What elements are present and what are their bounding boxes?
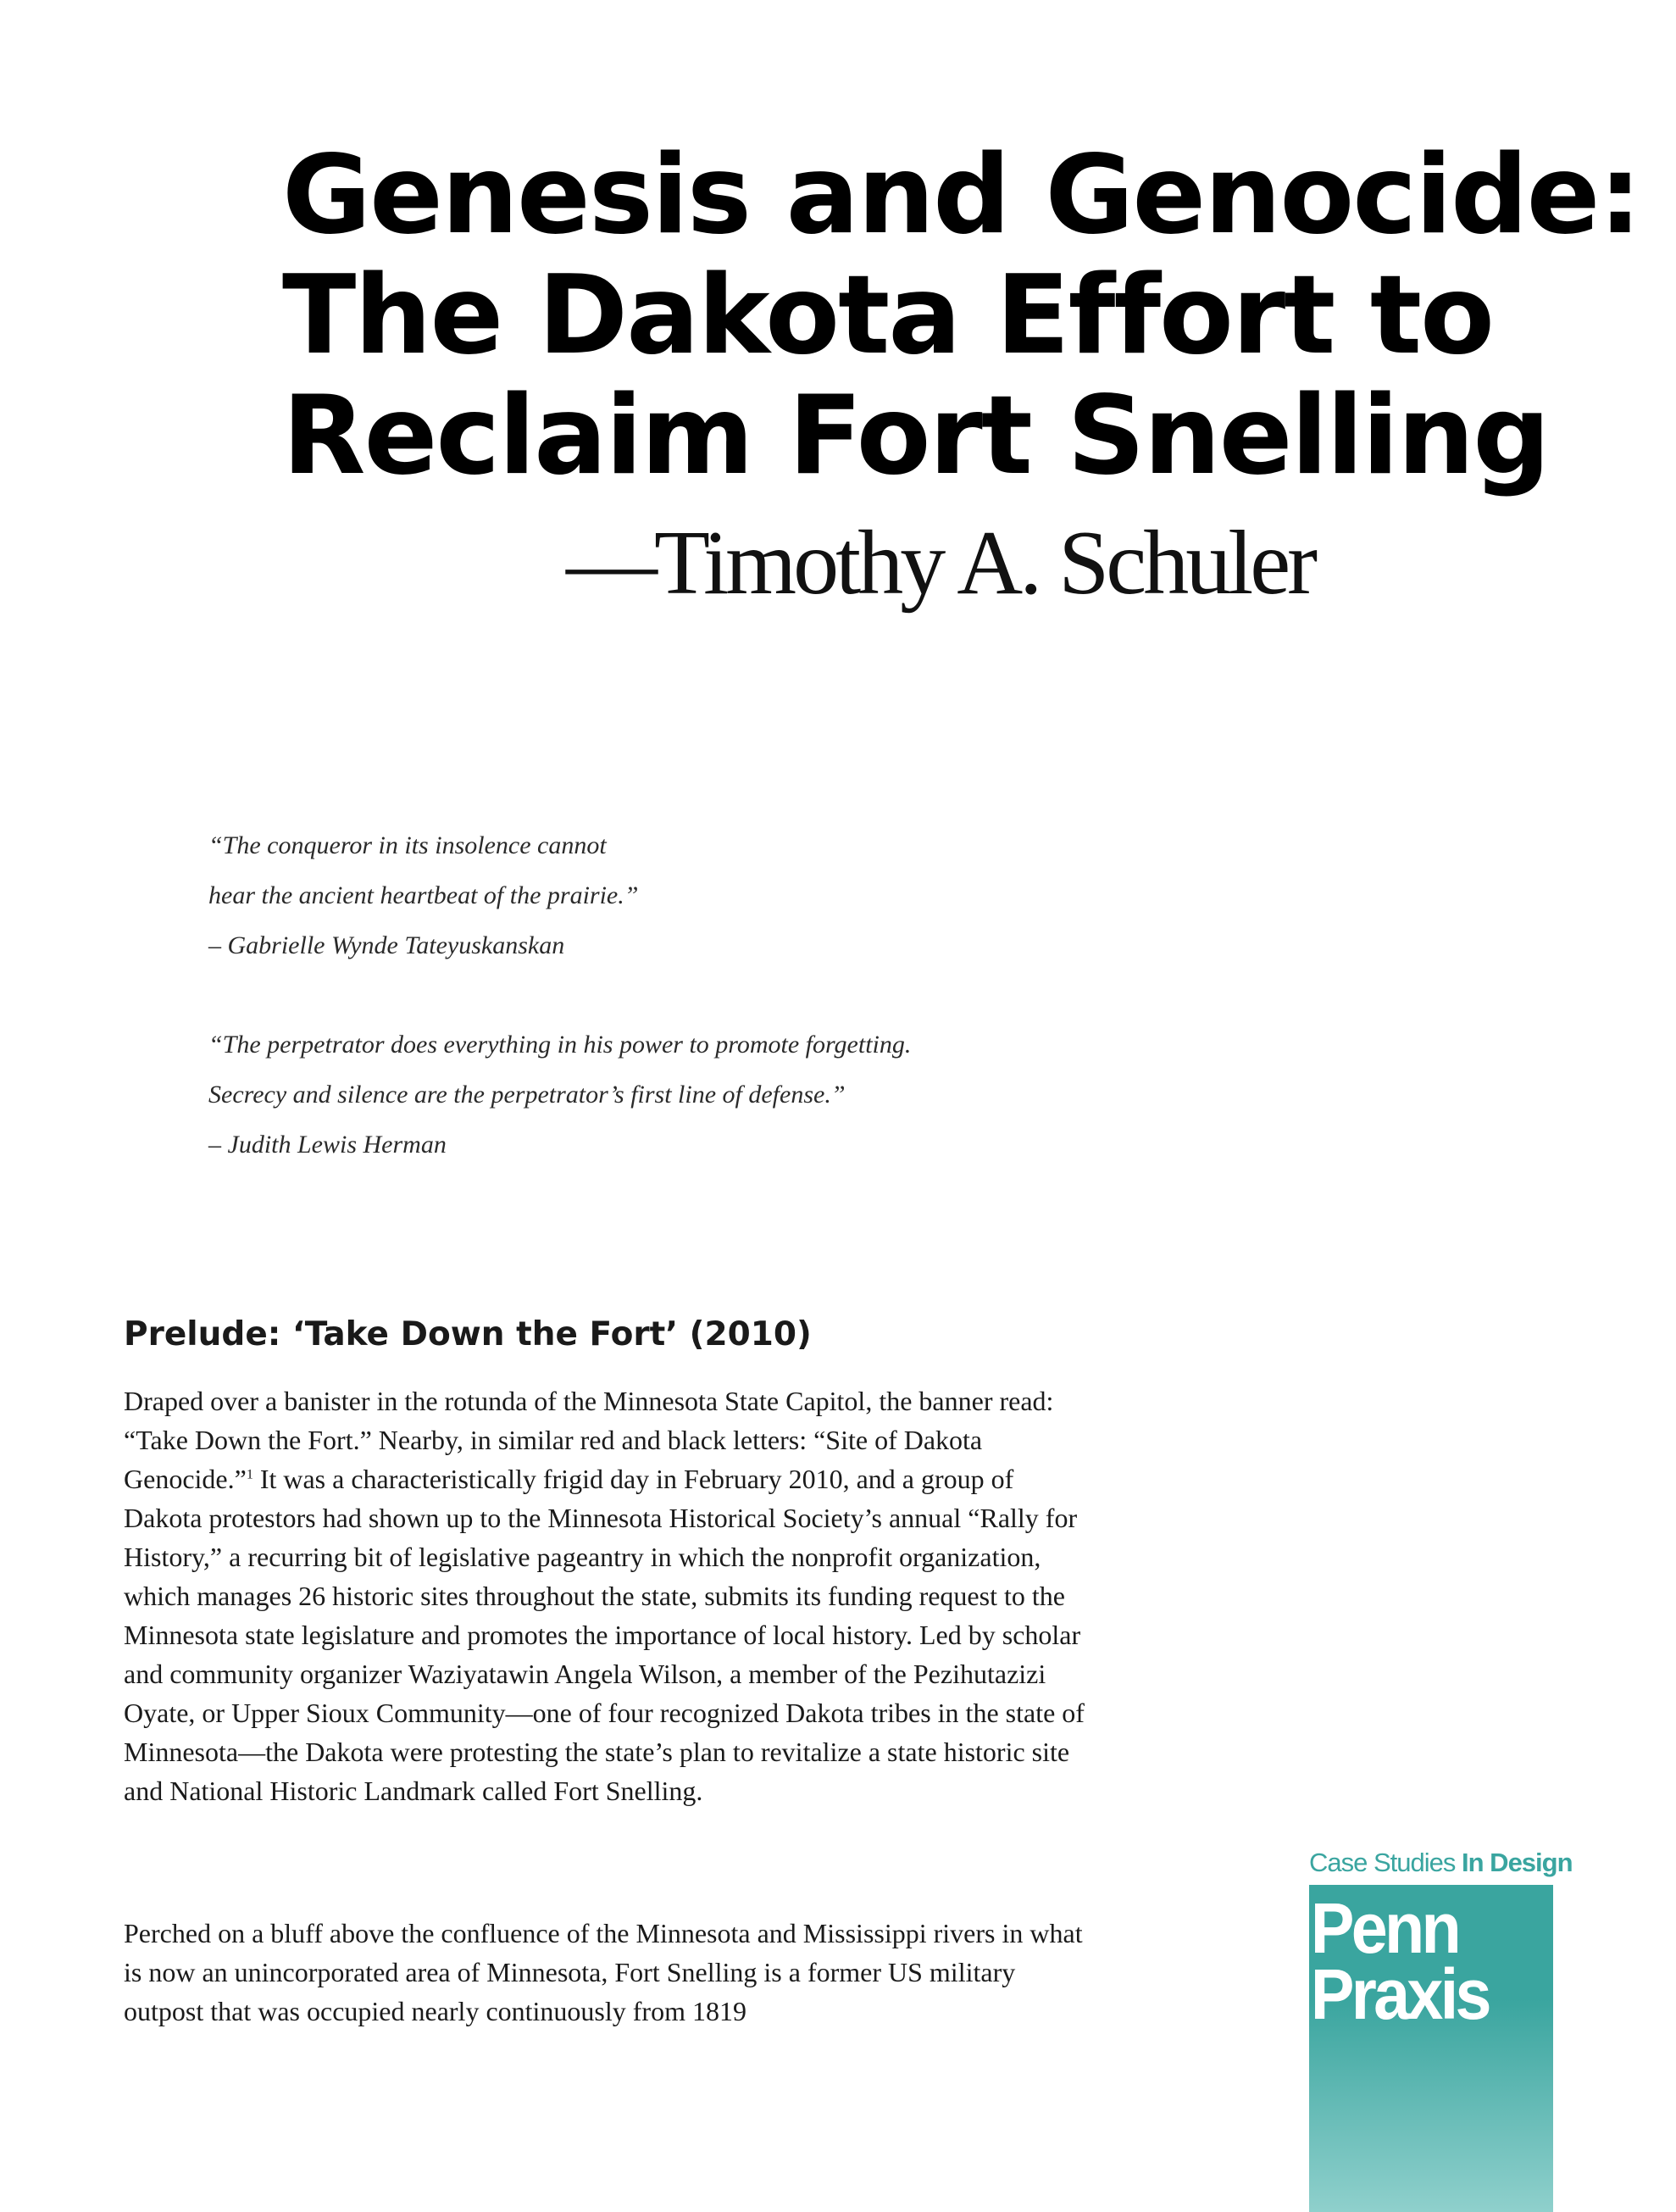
title-line-3: Reclaim Fort Snelling xyxy=(282,373,1549,499)
title-line-1: Genesis and Genocide: xyxy=(282,132,1640,258)
epigraph-2 xyxy=(208,1020,911,1170)
epigraph-2-line-2: Secrecy and silence are the perpetrator’s first line of defense.” xyxy=(208,1081,846,1109)
logo-tagline xyxy=(1309,1846,1573,1880)
footnote-marker-1[interactable]: 1 xyxy=(246,1467,253,1482)
paragraph-1-text-end: It was a characteristically frigid day in February 2010, and a group of Dakota protestors had shown up to the Minnesota Historical Society’s annual “Rally for History,” a recurring bit of legislative pageantry in which the nonprofit organization, which manages 26 historic sites throughout the state, submits its funding request to the Minnesota state legislature and promotes the importance of local history. Led by scholar and community organizer Waziyatawin Angela Wilson, a member of the Pezihutazizi Oyate, or Upper Sioux Community—one of four recognized Dakota tribes in the state of Minnesota—the Dakota were protesting the state’s plan to revitalize a state historic site and National Historic Landmark called Fort Snelling. xyxy=(124,1464,1085,1806)
epigraph-1 xyxy=(208,820,638,970)
logo-word-penn: Penn xyxy=(1310,1888,1459,1968)
article-title xyxy=(282,132,1640,499)
paragraph-2-text: Perched on a bluff above the confluence of the Minnesota and Mississippi rivers in what is now an unincorporated area of Minnesota, Fort Snelling is a former US military outpost that was occupied nearly continuously from 1819 xyxy=(124,1918,1083,2026)
logo-box xyxy=(1309,1885,1553,2212)
epigraph-2-line-1: “The perpetrator does everything in his power to promote forgetting. xyxy=(208,1031,912,1059)
epigraph-1-line-2: hear the ancient heartbeat of the prairie.” xyxy=(208,881,639,909)
body-paragraph-2 xyxy=(124,1914,1090,2031)
section-heading: Prelude: ‘Take Down the Fort’ (2010) xyxy=(124,1315,812,1353)
logo-tagline-light: Case Studies xyxy=(1309,1848,1456,1877)
title-line-2: The Dakota Effort to xyxy=(282,253,1493,379)
penn-praxis-logo xyxy=(1309,1846,1573,2212)
epigraph-1-attribution: – Gabrielle Wynde Tateyuskanskan xyxy=(208,931,565,959)
logo-tagline-bold: In Design xyxy=(1462,1848,1573,1877)
logo-word-praxis: Praxis xyxy=(1310,1954,1489,2034)
epigraph-1-line-1: “The conqueror in its insolence cannot xyxy=(208,831,607,859)
author-byline: —Timothy A. Schuler xyxy=(566,513,1315,614)
paragraph-1-text-start: Draped over a banister in the rotunda of the Minnesota State Capitol, the banner read: “Take Down the Fort.” Nearby, in similar red and black letters: “Site of Dakota Genocide.” xyxy=(124,1386,1054,1494)
body-paragraph-1 xyxy=(124,1381,1090,1810)
epigraph-2-attribution: – Judith Lewis Herman xyxy=(208,1131,447,1159)
